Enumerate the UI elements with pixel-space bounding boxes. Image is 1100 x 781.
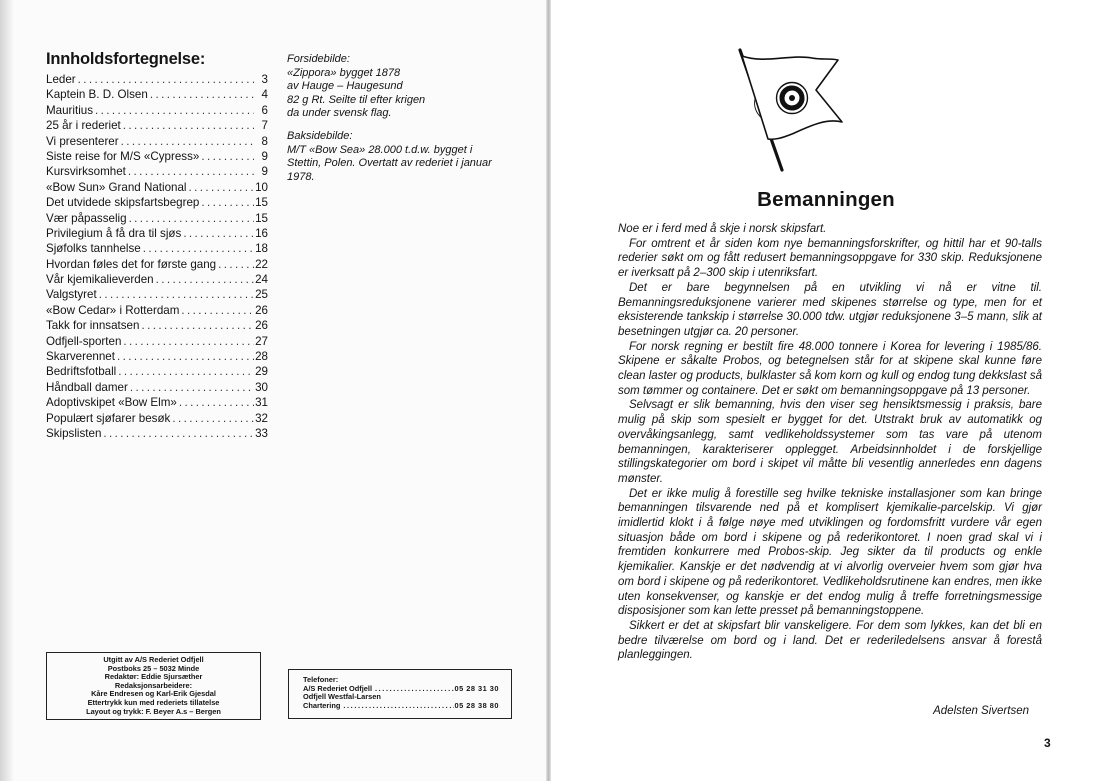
toc-entry-label: Leder [46, 73, 76, 86]
imprint-line: Postboks 25 – 5032 Minde [107, 663, 200, 673]
book-spine [546, 0, 551, 781]
toc-entry-label: Odfjell-sporten [46, 334, 122, 348]
toc-entry-label: Valgstyret [46, 288, 97, 302]
toc-entry-page: 15 [255, 196, 268, 210]
toc-entry [46, 149, 268, 164]
toc-entry [46, 241, 268, 256]
leader-dots [199, 149, 254, 164]
imprint-line: Redaktør: Eddie Sjursæther [104, 672, 203, 682]
leader-dots [187, 180, 254, 195]
article-paragraph: Sikkert er det at skipsfart blir vanskeligere. For dem som lykkes, kan det bli en bedre tilværelse om bord og i land. Det er rederiledelsens ansvar å forestå planleggingen. [618, 619, 1042, 662]
toc-entry [46, 364, 268, 379]
company-flag-icon [730, 44, 855, 174]
article-paragraph: For norsk regning er bestilt fire 48.000 tonnere i Korea for levering i 1985/86. Skipene er såkalte Probos, og betegnelsen står for at skipene skal kunne føre clean laster og products, bulklaster så kom korn og kull og endog tung dekkslast så som tømmer og containere. Det er søkt om bemanningsoppgave på 13 personer. [618, 340, 1042, 397]
toc-entry-page: 10 [255, 180, 268, 194]
toc-entry [46, 118, 268, 133]
imprint-line: Kåre Endresen og Karl-Erik Gjesdal [91, 689, 216, 699]
toc-entry-page: 8 [261, 134, 268, 148]
leader-dots [93, 103, 254, 118]
page-number: 3 [1044, 736, 1051, 750]
toc-entry-label: Siste reise for M/S «Cypress» [46, 149, 200, 163]
article-author: Adelsten Sivertsen [933, 705, 1029, 717]
toc-entry-page: 3 [261, 73, 268, 86]
leader-dots [97, 287, 254, 302]
toc-entry-label: Kursvirksomhet [46, 165, 126, 179]
leader-dots [154, 272, 254, 287]
toc-entry-label: Det utvidede skipsfartsbegrep [46, 196, 200, 210]
contact-name: Odfjell Westfal-Larsen [303, 692, 381, 702]
toc-entry-page: 33 [255, 426, 268, 440]
toc-entry [46, 226, 268, 241]
article-paragraph: Det er ikke mulig å forestille seg hvilke tekniske installasjoner som kan bringe bemanningen tilsvarende ned på et komplisert kjemikalie-parcelskip. Vi gjør imidlertid klokt i å følge nøye med utviklingen og fordomsfritt vurdere vår egen situasjon både om bord i skipene og på rederikontoret. I noen grad skal vi i fremtiden konkurrere med Probos-skip. Jeg sikter da til products og enkle kjemikalier. Kanskje er det nødvendig at vi alvorlig overveier hvem som gjør hva om bord i skipene og på rederikontoret. Vedlikeholdsrutinene kan endres, men ikke uten konsekvenser, og kanskje er det endog mulig å treffe forretningsmessige disposisjoner som kan lette presset på bemanningstoppene. [618, 487, 1042, 618]
toc-title: Innholdsfortegnelse: [46, 50, 206, 68]
article-paragraph: Noe er i ferd med å skje i norsk skipsfart. [618, 223, 827, 235]
toc-entry-label: Takk for innsatsen [46, 319, 140, 333]
contact-name: Chartering [303, 701, 341, 711]
toc-entry [46, 103, 268, 118]
toc-entry-label: Vår kjemikalieverden [46, 273, 154, 287]
toc-entry [46, 87, 268, 102]
article-title: Bemanningen [757, 188, 895, 211]
toc-entry-label: Mauritius [46, 103, 94, 117]
toc-entry [46, 257, 268, 272]
leader-dots [121, 118, 254, 133]
toc-entry-page: 29 [255, 365, 268, 379]
contact-name: A/S Rederiet Odfjell [303, 683, 372, 693]
cover-image-info [287, 53, 519, 184]
leader-dots [181, 226, 254, 241]
leader-dots [216, 257, 254, 272]
leader-dots [101, 426, 254, 441]
article-paragraph: For omtrent et år siden kom nye bemanningsforskrifter, og hittil har et 90-talls rederier søkt om og fått redusert bemanningsoppgave for 330 skip. Reduksjonene er iverksatt på 2–300 skip i utenriksfart. [618, 237, 1042, 280]
front-cover-line: av Hauge – Haugesund [287, 80, 403, 93]
toc-entry [46, 164, 268, 179]
leader-dots [139, 318, 254, 333]
toc-entry-page: 7 [261, 119, 268, 133]
contact-row [303, 702, 503, 711]
toc-entry-label: Privilegium å få dra til sjøs [46, 226, 182, 240]
imprint-line: Utgitt av A/S Rederiet Odfjell [103, 655, 204, 664]
toc-entry-page: 30 [255, 380, 268, 394]
article-paragraph: Selvsagt er slik bemanning, hvis den viser seg hensiktsmessig i praksis, bare mulig på skip som spesielt er bygget for det. Utstrakt bruk av automatikk og overvåkingsanlegg, samt vedlikeholdssystemer som tas vare på utenom bemanningen, karakteriserer opplegget. Arbeidsinnholdet i de forskjellige stillingskategorier om bord i skipet vil måtte bli vesentlig annerledes enn dagens mønster. [618, 399, 1042, 485]
toc-entry-page: 28 [255, 350, 268, 364]
toc-entry-page: 26 [255, 303, 268, 317]
leader-dots [127, 211, 254, 226]
toc-entry [46, 380, 268, 395]
phone-contacts-box [288, 669, 512, 719]
toc-entry [46, 72, 268, 87]
toc-entry [46, 195, 268, 210]
toc-entry [46, 426, 268, 441]
toc-entry-label: Vi presenterer [46, 134, 119, 148]
leader-dots [340, 702, 454, 711]
leader-dots [179, 303, 254, 318]
toc-entry-page: 18 [255, 242, 268, 256]
toc-entry-page: 32 [255, 411, 268, 425]
toc-entry [46, 334, 268, 349]
toc-entry-label: «Bow Sun» Grand National [46, 180, 187, 194]
toc-entry-page: 4 [261, 88, 268, 102]
toc-entry-label: Populært sjøfarer besøk [46, 411, 171, 425]
toc-entry-label: Kaptein B. D. Olsen [46, 88, 148, 102]
toc-entry-label: Sjøfolks tannhelse [46, 242, 141, 256]
leader-dots [119, 134, 254, 149]
toc-entry [46, 349, 268, 364]
toc-entry-page: 9 [261, 165, 268, 179]
leader-dots [115, 349, 254, 364]
imprint-line: Redaksjonsarbeidere: [114, 680, 193, 690]
toc-entry-page: 15 [255, 211, 268, 225]
toc-entry-label: Bedriftsfotball [46, 365, 117, 379]
toc-entry-label: Hvordan føles det for første gang [46, 257, 217, 271]
leader-dots [126, 164, 254, 179]
toc-entry-label: «Bow Cedar» i Rotterdam [46, 303, 180, 317]
leader-dots [121, 334, 254, 349]
toc-entry [46, 318, 268, 333]
back-cover-line: Stettin, Polen. Overtatt av rederiet i januar [287, 157, 492, 170]
front-cover-line: 82 g Rt. Seilte til efter krigen [287, 93, 426, 106]
toc-entry-page: 27 [255, 334, 268, 348]
toc-entry-label: 25 år i rederiet [46, 119, 121, 133]
page-edge-shadow [0, 0, 14, 781]
toc-entry [46, 303, 268, 318]
toc-entry [46, 395, 268, 410]
toc-entry [46, 272, 268, 287]
toc-entry-page: 25 [255, 288, 268, 302]
leader-dots [372, 685, 454, 694]
toc-entry [46, 134, 268, 149]
contacts-heading: Telefoner: [303, 675, 339, 684]
toc-entry-label: Skipslisten [46, 426, 102, 440]
toc-entry-page: 26 [255, 319, 268, 333]
table-of-contents [46, 50, 268, 441]
toc-entry [46, 411, 268, 426]
back-cover-line: 1978. [287, 170, 315, 183]
toc-entry-label: Vær påpasselig [46, 211, 127, 225]
toc-entry [46, 211, 268, 226]
toc-entry-page: 16 [255, 226, 268, 240]
toc-entry-label: Skarverennet [46, 350, 115, 364]
leader-dots [128, 380, 254, 395]
leader-dots [116, 364, 254, 379]
imprint-line: Layout og trykk: F. Beyer A.s – Bergen [86, 706, 221, 716]
back-cover-label: Baksidebilde: [287, 129, 353, 142]
toc-entry [46, 287, 268, 302]
leader-dots [199, 195, 254, 210]
toc-entry [46, 180, 268, 195]
leader-dots [177, 395, 254, 410]
article-paragraph: Det er bare begynnelsen på en utvikling vi nå er vitne til. Bemanningsreduksjonene varierer med skipenes størrelse og type, men for et eksisterende tankskip i størrelse 30.000 tdw. utgjør reduksjonene 3–5 mann, slik at besetningen utgjør ca. 20 personer. [618, 281, 1042, 338]
leader-dots [76, 72, 254, 87]
toc-entry-label: Adoptivskipet «Bow Elm» [46, 396, 177, 410]
toc-entry-label: Håndball damer [46, 380, 128, 394]
toc-entry-page: 24 [255, 273, 268, 287]
toc-entry-page: 22 [255, 257, 268, 271]
leader-dots [148, 87, 254, 102]
leader-dots [141, 241, 254, 256]
toc-entry-page: 31 [255, 396, 268, 410]
toc-list [46, 72, 268, 441]
front-cover-line: da under svensk flag. [287, 107, 392, 120]
article-body [618, 222, 1042, 663]
front-cover-label: Forsidebilde: [287, 53, 350, 65]
back-cover-line: M/T «Bow Sea» 28.000 t.d.w. bygget i [287, 143, 473, 156]
toc-entry-page: 6 [261, 103, 268, 117]
leader-dots [170, 411, 254, 426]
front-cover-line: «Zippora» bygget 1878 [287, 66, 401, 79]
contact-phone: 05 28 38 80 [454, 701, 499, 711]
imprint-line: Ettertrykk kun med rederiets tillatelse [87, 697, 220, 707]
toc-entry-page: 9 [261, 149, 268, 163]
contact-phone: 05 28 31 30 [454, 683, 499, 693]
imprint-box [46, 652, 261, 720]
